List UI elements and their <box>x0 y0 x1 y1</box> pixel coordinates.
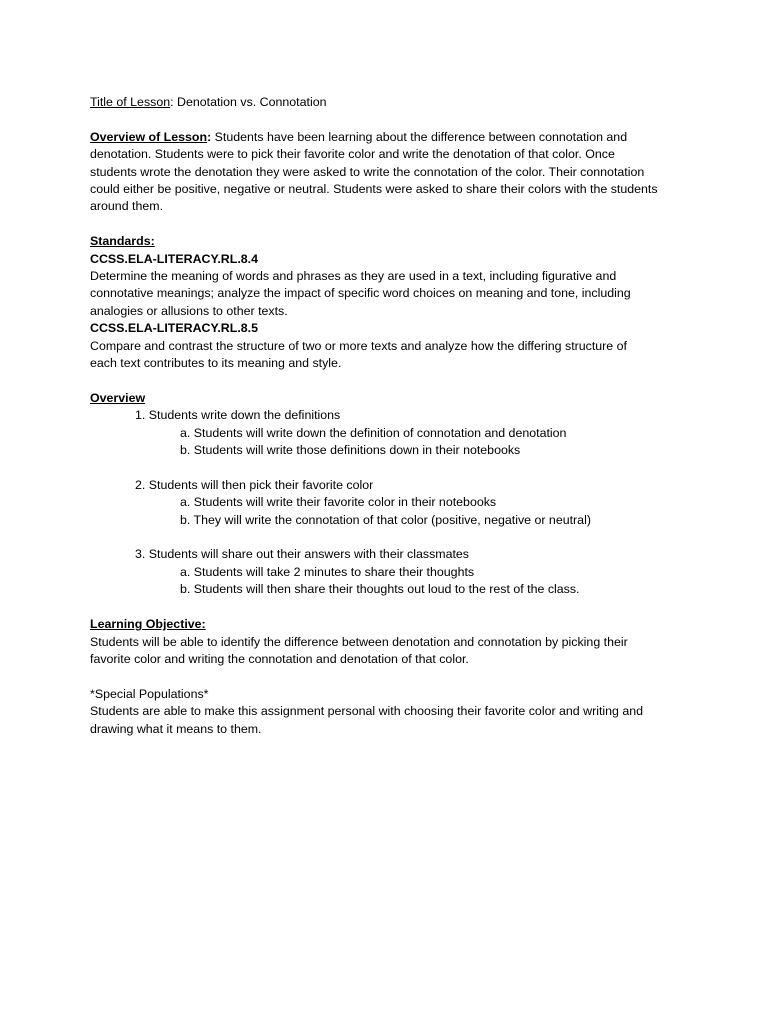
special-populations-heading: *Special Populations* <box>90 686 209 701</box>
special-populations-line-2: drawing what it means to them. <box>90 721 262 736</box>
standards-section <box>90 233 690 372</box>
special-populations-line-1: Students are able to make this assignment personal with choosing their favorite color and writing and <box>90 704 644 719</box>
overview-step-3: 3. Students will share out their answers with their classmates <box>135 547 470 562</box>
overview-of-lesson-section <box>90 129 690 216</box>
standard-1-line-2: connotative meanings; analyze the impact of specific word choices on meaning and tone, including <box>90 286 631 301</box>
standard-1-line-1: Determine the meaning of words and phrases as they are used in a text, including figurative and <box>90 269 617 284</box>
spacer <box>90 372 690 389</box>
overview-step-3-sub-a: a. Students will take 2 minutes to share their thoughts <box>180 564 475 579</box>
overview-of-lesson-line-1 <box>90 129 690 146</box>
overview-step-2-sub-b: b. They will write the connotation of that color (positive, negative or neutral) <box>180 512 591 527</box>
lesson-plan-document <box>90 94 690 738</box>
title-line <box>90 94 690 111</box>
overview-heading: Overview <box>90 390 146 405</box>
overview-step-1: 1. Students write down the definitions <box>135 408 341 423</box>
spacer <box>90 668 690 685</box>
overview-of-lesson-line-2: denotation. Students were to pick their favorite color and write the denotation of that color. Once <box>90 147 615 162</box>
title-colon: : <box>170 95 174 109</box>
standard-code-1: CCSS.ELA-LITERACY.RL.8.4 <box>90 251 258 266</box>
overview-step-1-sub-a: a. Students will write down the definition of connotation and denotation <box>180 425 567 440</box>
overview-section <box>90 390 690 599</box>
spacer <box>90 529 690 546</box>
overview-step-3-sub-b: b. Students will then share their thoughts out loud to the rest of the class. <box>180 582 580 597</box>
overview-of-lesson-line-3: students wrote the denotation they were asked to write the connotation of the color. Their connotation <box>90 164 645 179</box>
title-label: Title of Lesson <box>90 95 171 109</box>
learning-objective-line-1: Students will be able to identify the difference between denotation and connotation by picking their <box>90 634 628 649</box>
title-value: Denotation vs. Connotation <box>173 95 327 109</box>
standard-2-line-2: each text contributes to its meaning and style. <box>90 356 342 371</box>
learning-objective-line-2: favorite color and writing the connotation and denotation of that color. <box>90 651 469 666</box>
overview-step-1-sub-b: b. Students will write those definitions down in their notebooks <box>180 443 521 458</box>
overview-step-2: 2. Students will then pick their favorite color <box>135 477 374 492</box>
overview-of-lesson-colon: : <box>207 129 212 144</box>
overview-of-lesson-line-4: could either be positive, negative or neutral. Students were asked to share their colors with the students <box>90 182 658 197</box>
standard-1-line-3: analogies or allusions to other texts. <box>90 303 288 318</box>
overview-of-lesson-label: Overview of Lesson <box>90 129 208 144</box>
spacer <box>90 459 690 476</box>
overview-of-lesson-line-5: around them. <box>90 199 164 214</box>
standard-2-line-1: Compare and contrast the structure of two or more texts and analyze how the differing structure of <box>90 338 627 353</box>
special-populations-section <box>90 686 690 738</box>
spacer <box>90 111 690 128</box>
overview-step-2-sub-a: a. Students will write their favorite color in their notebooks <box>180 495 497 510</box>
spacer <box>90 599 690 616</box>
learning-objective-heading: Learning Objective: <box>90 617 206 632</box>
spacer <box>90 216 690 233</box>
learning-objective-section <box>90 616 690 668</box>
standard-code-2: CCSS.ELA-LITERACY.RL.8.5 <box>90 321 258 336</box>
standards-heading: Standards: <box>90 234 155 249</box>
overview-of-lesson-text: Students have been learning about the difference between connotation and <box>211 129 628 144</box>
